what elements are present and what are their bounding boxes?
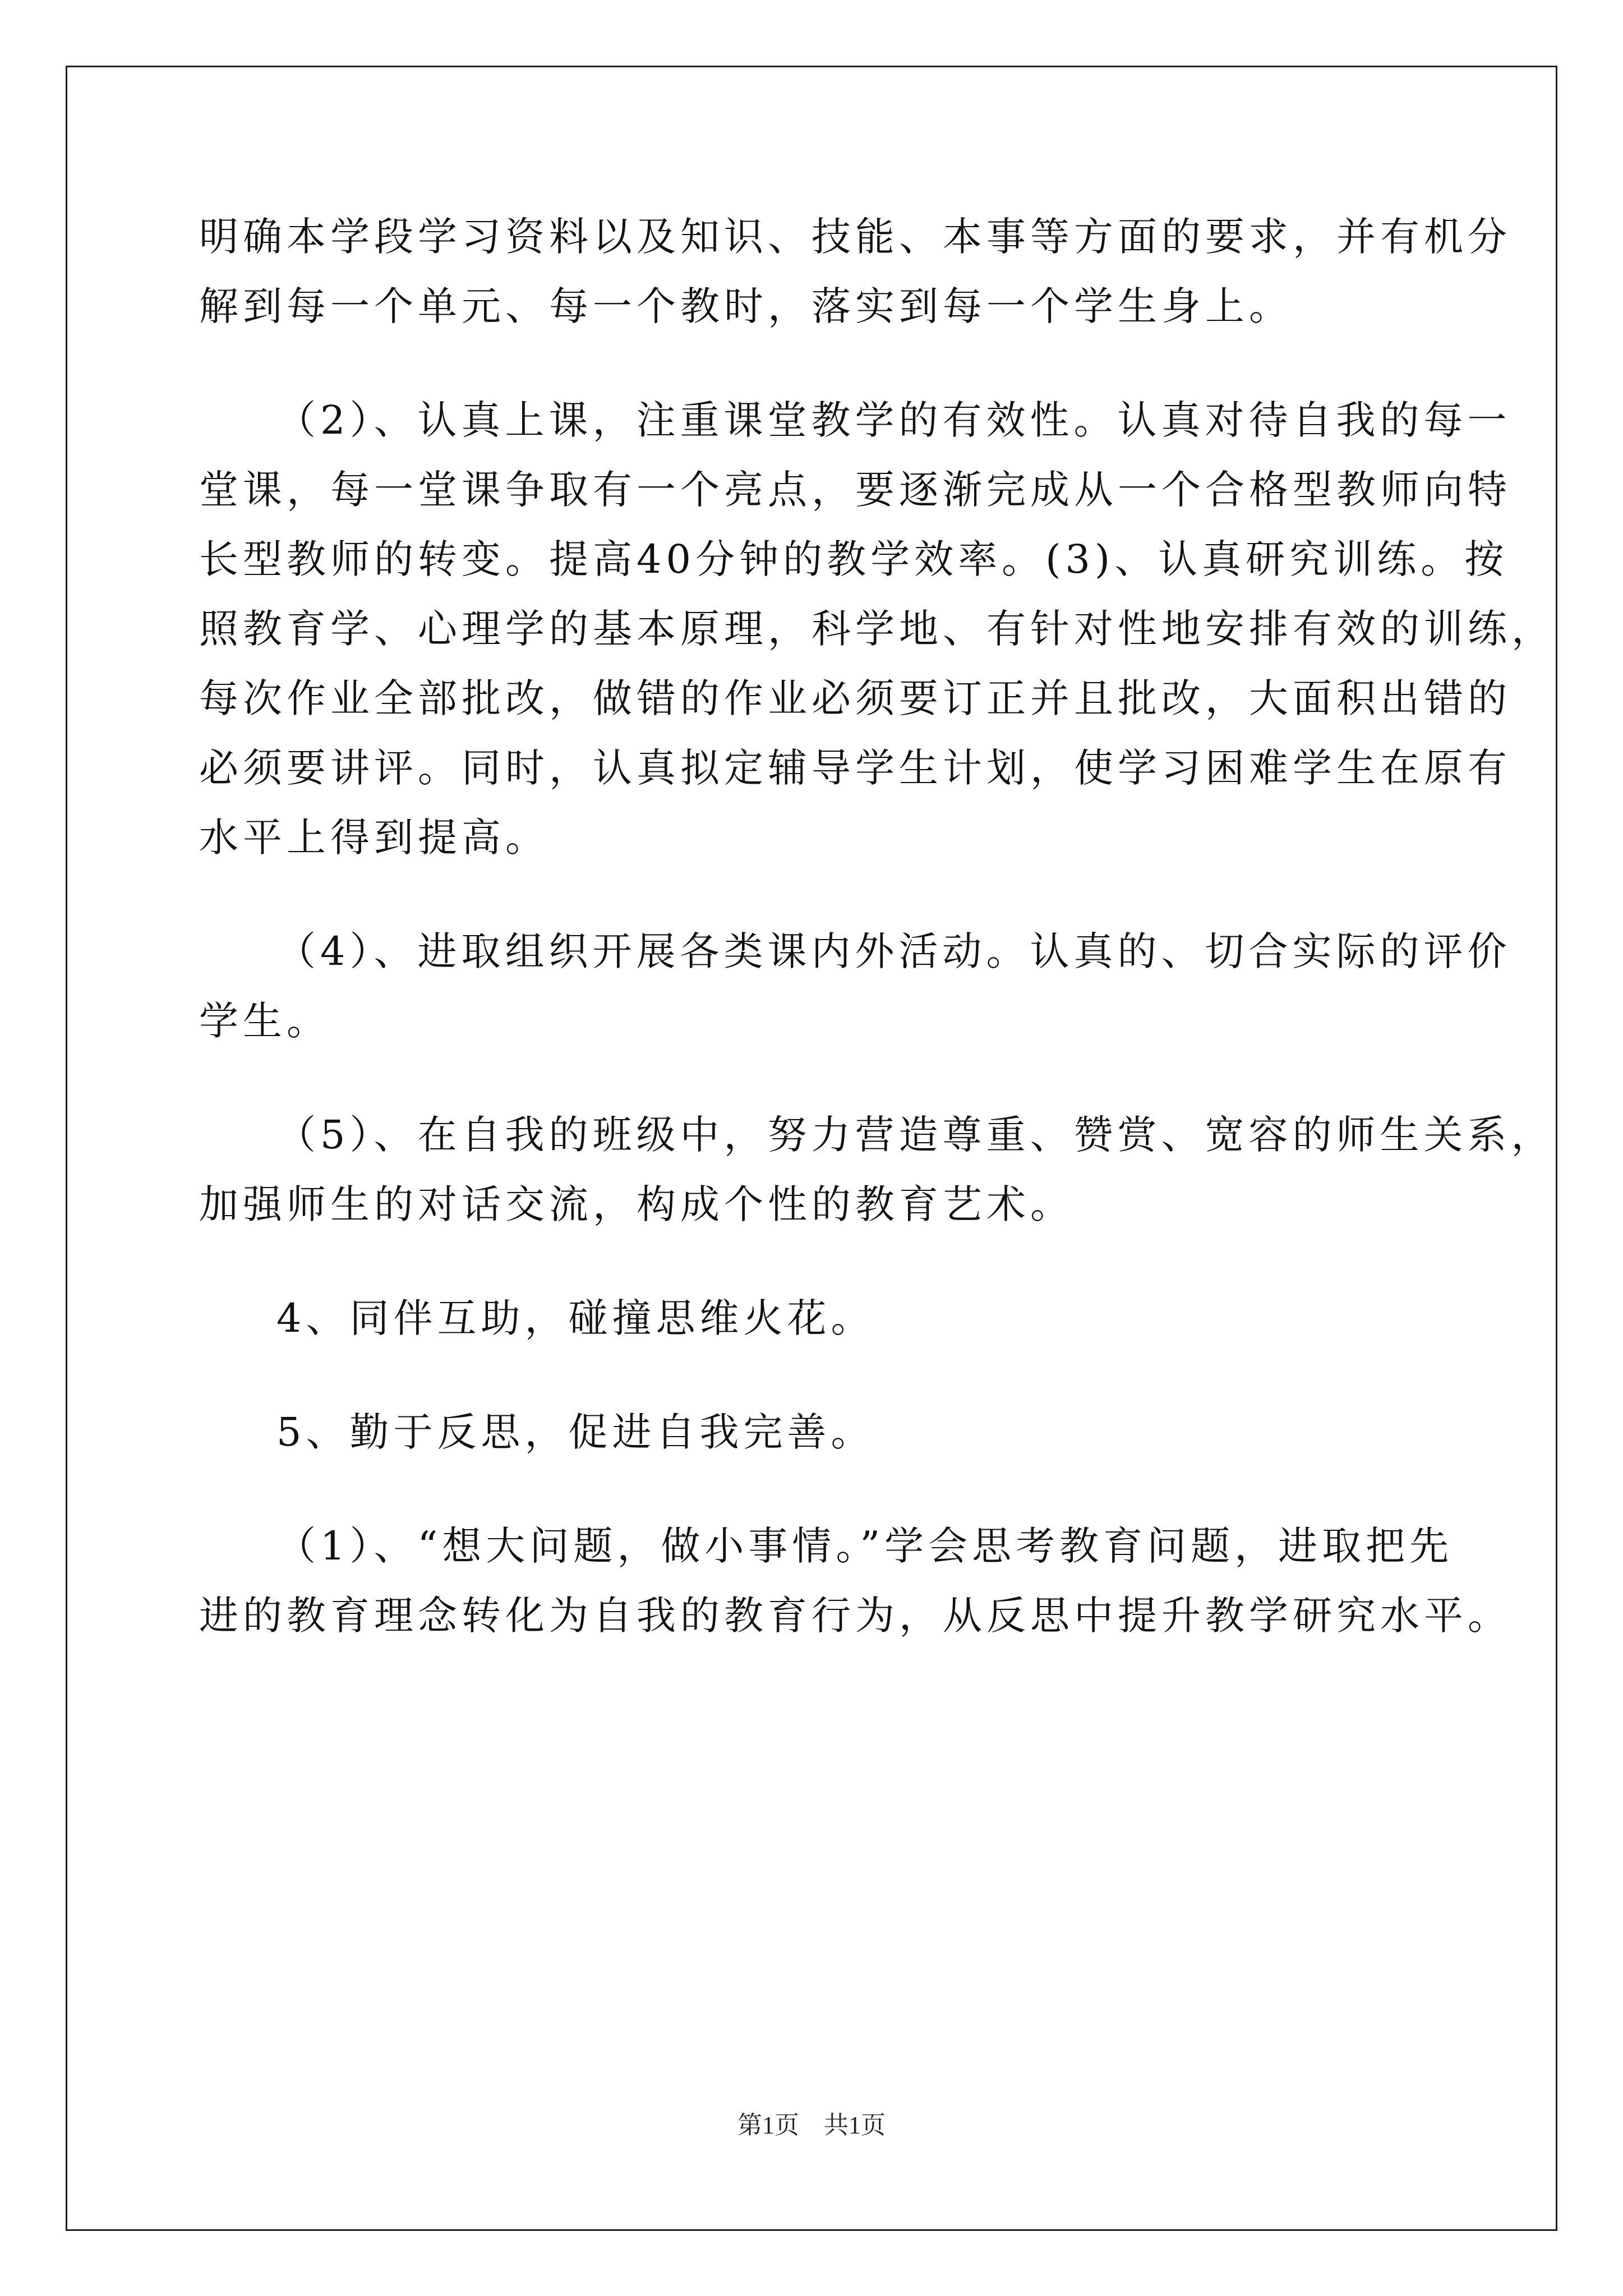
text-line: 解到每一个单元、每一个教时，落实到每一个学生身上。 <box>199 283 1293 329</box>
text-line: 进的教育理念转化为自我的教育行为，从反思中提升教学研究水平。 <box>199 1593 1511 1639</box>
paragraph-7 <box>199 1511 1511 1650</box>
document-body <box>199 202 1555 1650</box>
paragraph-4 <box>199 1100 1555 1239</box>
text-line: 每次作业全部批改，做错的作业必须要订正并且批改，大面积出错的 <box>199 675 1511 721</box>
text-line: 照教育学、心理学的基本原理，科学地、有针对性地安排有效的训练， <box>199 606 1555 652</box>
paragraph-3 <box>199 917 1511 1056</box>
text-line: （4）、进取组织开展各类课内外活动。认真的、切合实际的评价 <box>276 928 1511 974</box>
page-footer <box>0 2105 1623 2141</box>
text-line: 明确本学段学习资料以及知识、技能、本事等方面的要求，并有机分 <box>199 214 1511 260</box>
page-number-label: 第1页 共1页 <box>737 2111 886 2139</box>
text-line: 学生。 <box>199 998 330 1044</box>
text-line: （5）、在自我的班级中，努力营造尊重、赞赏、宽容的师生关系， <box>276 1112 1555 1158</box>
paragraph-1 <box>199 202 1511 341</box>
text-line: 必须要讲评。同时，认真拟定辅导学生计划，使学习困难学生在原有 <box>199 745 1511 791</box>
text-line: 长型教师的转变。提高40分钟的教学效率。(3)、认真研究训练。按 <box>199 536 1509 582</box>
text-line: （1）、“想大问题，做小事情。”学会思考教育问题，进取把先 <box>276 1523 1454 1569</box>
paragraph-5 <box>199 1283 1430 1353</box>
text-line: 堂课，每一堂课争取有一个亮点，要逐渐完成从一个合格型教师向特 <box>199 467 1511 513</box>
paragraph-2 <box>199 385 1555 872</box>
text-line: 加强师生的对话交流，构成个性的教育艺术。 <box>199 1181 1074 1227</box>
paragraph-6 <box>199 1397 1430 1467</box>
text-line: 4、同伴互助，碰撞思维火花。 <box>276 1295 875 1341</box>
text-line: 5、勤于反思，促进自我完善。 <box>276 1409 875 1455</box>
text-line: （2）、认真上课，注重课堂教学的有效性。认真对待自我的每一 <box>276 397 1511 443</box>
text-line: 水平上得到提高。 <box>199 815 549 861</box>
